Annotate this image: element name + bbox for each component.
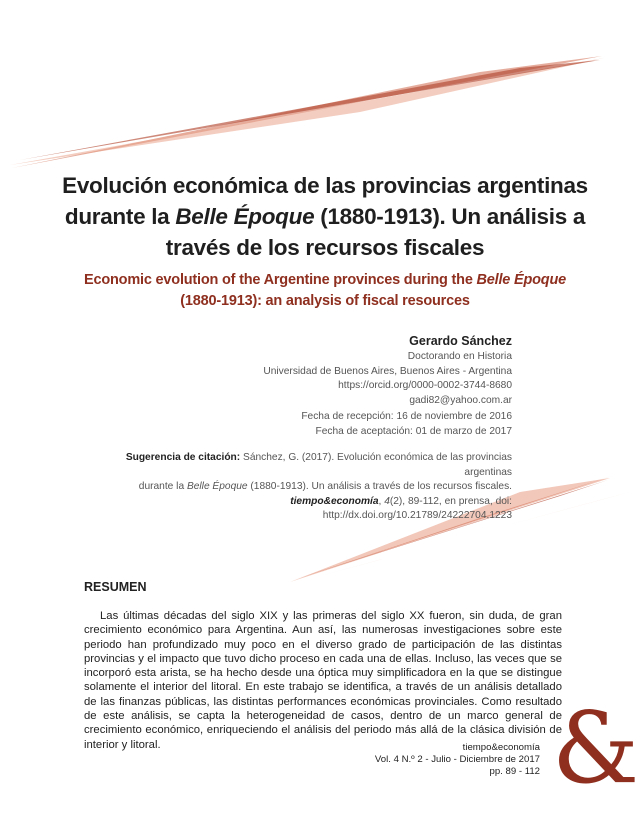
author-affiliation: Universidad de Buenos Aires, Buenos Aires - Argentina — [263, 365, 512, 377]
author-orcid-link[interactable]: https://orcid.org/0000-0002-3744-8680 — [338, 380, 512, 392]
doi-link[interactable]: (2), 89-112, en prensa, doi: http://dx.doi.org/10.21789/24222704.1223 — [322, 495, 512, 522]
citation-line-2: durante la Belle Époque (1880-1913). Un análisis a través de los recursos fiscales. — [138, 481, 512, 493]
subtitle-line-2: (1880-1913): an analysis of fiscal resources — [180, 293, 470, 309]
journal-pages: pp. 89 - 112 — [489, 766, 540, 778]
title-line-2: durante la Belle Époque (1880-1913). Un análisis a — [64, 204, 586, 229]
article-title — [40, 170, 610, 263]
author-email-link[interactable]: gadi82@yahoo.com.ar — [409, 394, 512, 406]
title-line-1: Evolución económica de las provincias argentinas — [62, 173, 588, 198]
subtitle-line-1: Economic evolution of the Argentine provinces during the Belle Époque — [84, 272, 566, 288]
title-line-3: través de los recursos fiscales — [165, 235, 485, 260]
author-name: Gerardo Sánchez — [409, 334, 512, 348]
ampersand-logo-icon: & — [552, 692, 640, 806]
citation-line-1: Sugerencia de citación: Sánchez, G. (2017). Evolución económica de las provincias argentinas — [125, 452, 512, 478]
accepted-date: Fecha de aceptación: 01 de marzo de 2017 — [315, 425, 512, 437]
author-degree: Doctorando en Historia — [407, 351, 512, 362]
citation-line-3: tiempo&economía, 4(2), 89-112, en prensa, doi: http://dx.doi.org/10.21789/24222704.1223 — [290, 495, 512, 522]
english-title — [40, 270, 610, 312]
journal-volume: Vol. 4 N.º 2 - Julio - Diciembre de 2017 — [374, 754, 540, 766]
journal-info — [375, 742, 540, 779]
journal-name: tiempo&economía — [462, 742, 540, 753]
citation-block — [100, 451, 512, 524]
dates-block — [301, 410, 512, 439]
author-block — [263, 333, 512, 408]
received-date: Fecha de recepción: 16 de noviembre de 2016 — [301, 411, 512, 422]
resumen-heading: RESUMEN — [84, 580, 147, 594]
abstract-text: Las últimas décadas del siglo XIX y las primeras del siglo XX fueron, sin duda, de gran crecimiento económico para Argentina. Aun así, las numerosas investigaciones sobre este periodo han profundizado muy poco en el diverso grado de participación de las distintas provincias y el impacto que tuvo dicho proceso en cada una de ellas. Incluso, las veces que se incorporó esta arista, se ha hecho desde una óptica muy simplificadora en la que se distingue solamente el interior del litoral. En este trabajo se identifica, a través de un análisis detallado de las finanzas públicas, las distintas performances económicas provinciales. Como resultado de este análisis, se capta la heterogeneidad de casos, dentro de un marco general de crecimiento económico, enriqueciendo el análisis del periodo más allá de la clásica división de interior y litoral. — [84, 610, 562, 751]
